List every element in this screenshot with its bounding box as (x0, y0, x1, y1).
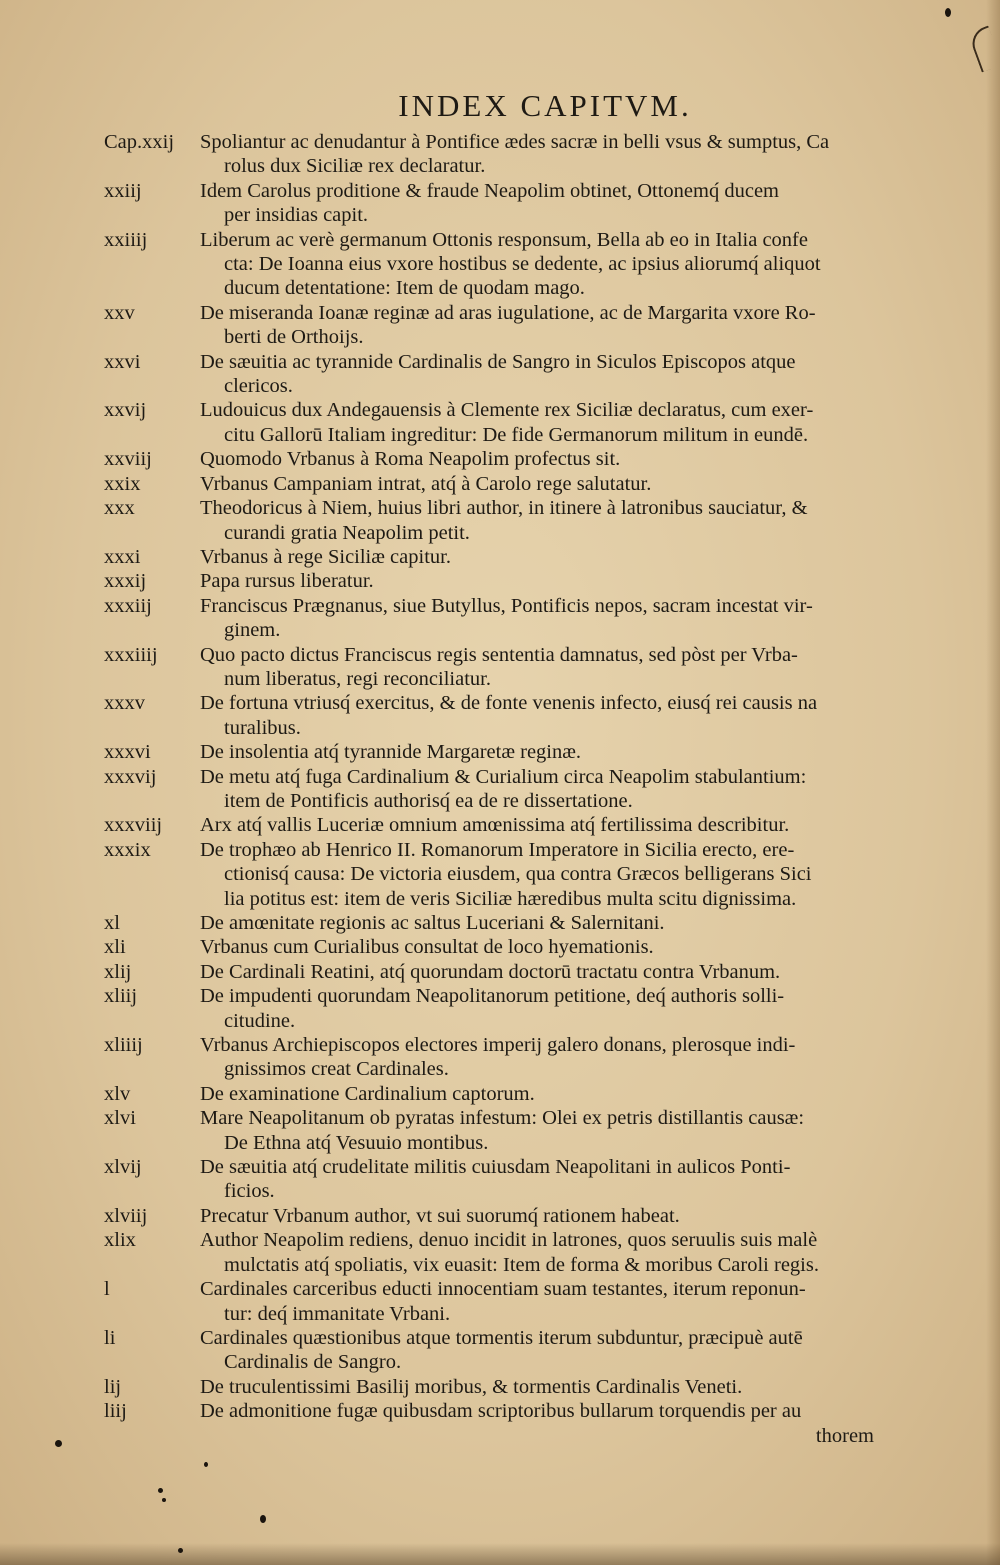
ink-speck (260, 1515, 266, 1523)
description-line: Quo pacto dictus Franciscus regis sententia damnatus, sed pòst per Vrba- (200, 643, 798, 666)
index-entry (104, 447, 884, 471)
description-line: curandi gratia Neapolim petit. (224, 521, 470, 544)
index-entry (104, 740, 884, 764)
chapter-number: xli (104, 936, 126, 959)
chapter-number: xxvij (104, 399, 147, 422)
description-line: De Cardinali Reatini, atq́ quorundam doctorū tractatu contra Vrbanum. (200, 960, 781, 983)
chapter-description (200, 643, 884, 692)
description-line: Author Neapolim rediens, denuo incidit in latrones, quos seruulis suis malè (200, 1229, 818, 1252)
description-line: ficios. (224, 1180, 275, 1203)
description-line: citu Gallorū Italiam ingreditur: De fide Germanorum militum in eundē. (224, 423, 809, 446)
chapter-number: xxxi (104, 545, 141, 568)
chapter-number: xxxvij (104, 765, 157, 788)
description-line: De metu atq́ fuga Cardinalium & Curialium circa Neapolim stabulantium: (200, 765, 807, 788)
chapter-number: liij (104, 1400, 127, 1423)
chapter-description (200, 350, 884, 399)
chapter-number: xxx (104, 497, 135, 520)
index-entry (104, 911, 884, 935)
description-line: Vrbanus à rege Siciliæ capitur. (200, 545, 451, 568)
description-line: Franciscus Prægnanus, siue Butyllus, Pontificis nepos, sacram incestat vir- (200, 594, 813, 617)
description-line: rolus dux Siciliæ rex declaratur. (224, 155, 486, 178)
page-edge-shadow (986, 0, 1000, 1565)
description-line: Quomodo Vrbanus à Roma Neapolim profectus sit. (200, 448, 621, 471)
index-entry (104, 301, 884, 350)
chapter-number: xxiij (104, 179, 142, 202)
chapter-description (200, 228, 884, 301)
index-entry (104, 1277, 884, 1326)
index-entry (104, 960, 884, 984)
description-line: De admonitione fugæ quibusdam scriptoribus bullarum torquendis per au (200, 1400, 802, 1423)
chapter-number: Cap.xxij (104, 131, 175, 153)
chapter-description (200, 838, 884, 911)
description-line: tur: deq́ immanitate Vrbani. (224, 1302, 451, 1325)
chapter-description (200, 594, 884, 643)
index-entry (104, 350, 884, 399)
index-entry (104, 398, 884, 447)
description-line: Vrbanus Archiepiscopos electores imperij galero donans, plerosque indi- (200, 1034, 796, 1057)
description-line: Papa rursus liberatur. (200, 570, 374, 593)
description-line: Theodoricus à Niem, huius libri author, in itinere à latronibus sauciatur, & (200, 497, 808, 520)
chapter-number: xlij (104, 960, 132, 983)
description-line: turalibus. (224, 716, 301, 739)
description-line: item de Pontificis authorisq́ ea de re dissertatione. (224, 789, 633, 812)
ink-speck (178, 1548, 183, 1553)
chapter-index-list (104, 130, 884, 1448)
chapter-description (200, 398, 884, 447)
chapter-description (200, 1375, 884, 1399)
chapter-description (200, 301, 884, 350)
index-entry (104, 838, 884, 911)
description-line: Vrbanus cum Curialibus consultat de loco hyemationis. (200, 936, 654, 959)
description-line: Arx atq́ vallis Luceriæ omnium amœnissima atq́ fertilissima describitur. (200, 814, 790, 837)
description-line: Precatur Vrbanum author, vt sui suorumq́ rationem habeat. (200, 1204, 680, 1227)
description-line: ducum detentatione: Item de quodam mago. (224, 277, 585, 300)
chapter-number: lij (104, 1375, 122, 1398)
description-line: num liberatus, regi reconciliatur. (224, 667, 491, 690)
index-entry (104, 984, 884, 1033)
chapter-description (200, 1082, 884, 1106)
chapter-description (200, 960, 884, 984)
chapter-number: xliij (104, 985, 138, 1008)
chapter-number: xxxix (104, 838, 151, 861)
chapter-number: li (104, 1326, 116, 1349)
ink-speck (945, 8, 951, 17)
description-line: lia potitus est: item de veris Siciliæ hæredibus multa scitu dignissima. (224, 887, 797, 910)
description-line: De miseranda Ioanæ reginæ ad aras iugulatione, ac de Margarita vxore Ro- (200, 301, 816, 324)
chapter-description (200, 1326, 884, 1375)
index-entry (104, 594, 884, 643)
chapter-description (200, 1204, 884, 1228)
index-entry (104, 228, 884, 301)
description-line: Liberum ac verè germanum Ottonis responsum, Bella ab eo in Italia confe (200, 228, 808, 251)
description-line: cta: De Ioanna eius vxore hostibus se dedente, ac ipsius aliorumq́ aliquot (224, 253, 821, 276)
description-line: ginem. (224, 619, 281, 642)
index-entry (104, 1155, 884, 1204)
description-line: De examinatione Cardinalium captorum. (200, 1082, 535, 1105)
index-entry (104, 1375, 884, 1399)
description-line: De trophæo ab Henrico II. Romanorum Imperatore in Sicilia erecto, ere- (200, 838, 795, 861)
index-entry (104, 1082, 884, 1106)
description-line: mulctatis atq́ spoliatis, vix euasit: Item de forma & moribus Caroli regis. (224, 1253, 819, 1276)
chapter-number: xxxvi (104, 741, 151, 764)
chapter-number: xl (104, 912, 120, 934)
page-title: INDEX CAPITVM. (398, 88, 692, 123)
description-line: De sæuitia atq́ crudelitate militis cuiusdam Neapolitani in aulicos Ponti- (200, 1156, 791, 1179)
description-line: Ludouicus dux Andegauensis à Clemente rex Siciliæ declaratus, cum exer- (200, 399, 814, 422)
chapter-number: xlviij (104, 1204, 148, 1227)
chapter-description (200, 496, 884, 545)
chapter-description (200, 569, 884, 593)
chapter-description (200, 1033, 884, 1082)
description-line: Vrbanus Campaniam intrat, atq́ à Carolo rege salutatur. (200, 472, 652, 495)
description-line: thorem (815, 1424, 874, 1447)
chapter-description (200, 472, 884, 496)
index-entry (104, 813, 884, 837)
chapter-description (200, 935, 884, 959)
chapter-number: xxv (104, 301, 135, 324)
description-line: De Ethna atq́ Vesuuio montibus. (224, 1131, 489, 1154)
chapter-description (200, 813, 884, 837)
description-line: Idem Carolus proditione & fraude Neapolim obtinet, Ottonemq́ ducem (200, 179, 779, 202)
index-entry (104, 1326, 884, 1375)
description-line: De amœnitate regionis ac saltus Luceriani & Salernitani. (200, 912, 665, 934)
index-entry (104, 1106, 884, 1155)
chapter-description (200, 691, 884, 740)
chapter-description (200, 1228, 884, 1277)
index-entry (104, 765, 884, 814)
chapter-number: xliiij (104, 1034, 143, 1057)
chapter-number: xlvij (104, 1156, 142, 1179)
chapter-description (200, 984, 884, 1033)
ink-speck (204, 1462, 208, 1467)
description-line: gnissimos creat Cardinales. (224, 1058, 449, 1081)
chapter-number: xxxiiij (104, 643, 158, 666)
description-line: clericos. (224, 375, 293, 398)
ink-speck (55, 1440, 62, 1447)
chapter-description (200, 447, 884, 471)
chapter-number: xxxiij (104, 594, 152, 617)
chapter-description (200, 1106, 884, 1155)
description-line: Spoliantur ac denudantur à Pontifice ædes sacræ in belli vsus & sumptus, Ca (200, 131, 830, 153)
description-line: De impudenti quorundam Neapolitanorum petitione, deq́ authoris solli- (200, 985, 785, 1008)
description-line: Cardinalis de Sangro. (224, 1351, 402, 1374)
chapter-number: l (104, 1278, 110, 1301)
chapter-number: xxvi (104, 350, 141, 373)
index-entry (104, 130, 884, 179)
chapter-description (200, 179, 884, 228)
index-entry (104, 545, 884, 569)
index-entry (104, 1399, 884, 1448)
description-line: per insidias capit. (224, 204, 369, 227)
chapter-number: xlix (104, 1229, 136, 1252)
description-line: citudine. (224, 1009, 296, 1032)
chapter-description (200, 1277, 884, 1326)
chapter-description (200, 765, 884, 814)
chapter-description (200, 1155, 884, 1204)
chapter-number: xxviij (104, 448, 152, 471)
index-entry (104, 1033, 884, 1082)
description-line: De truculentissimi Basilij moribus, & tormentis Cardinalis Veneti. (200, 1375, 743, 1398)
description-line: De fortuna vtriusq́ exercitus, & de fonte venenis infecto, eiusq́ rei causis na (200, 692, 818, 715)
index-entry (104, 472, 884, 496)
description-line: berti de Orthoijs. (224, 326, 364, 349)
chapter-description (200, 1399, 884, 1448)
ink-speck (158, 1488, 163, 1493)
description-line: De insolentia atq́ tyrannide Margaretæ reginæ. (200, 741, 582, 764)
index-entry (104, 1228, 884, 1277)
description-line: Cardinales carceribus educti innocentiam suam testantes, iterum reponun- (200, 1278, 806, 1301)
chapter-number: xxiiij (104, 228, 148, 251)
chapter-number: xxix (104, 472, 141, 495)
description-line: De sæuitia ac tyrannide Cardinalis de Sangro in Siculos Episcopos atque (200, 350, 796, 373)
chapter-number: xxxij (104, 570, 147, 593)
index-entry (104, 691, 884, 740)
index-entry (104, 496, 884, 545)
index-entry (104, 1204, 884, 1228)
index-entry (104, 935, 884, 959)
chapter-description (200, 740, 884, 764)
chapter-number: xxxviij (104, 814, 163, 837)
index-entry (104, 179, 884, 228)
index-entry (104, 569, 884, 593)
index-entry (104, 643, 884, 692)
chapter-description (200, 545, 884, 569)
chapter-description (200, 911, 884, 935)
description-line: Cardinales quæstionibus atque tormentis iterum subduntur, præcipuè autē (200, 1326, 803, 1349)
chapter-number: xlvi (104, 1107, 136, 1130)
description-line: Mare Neapolitanum ob pyratas infestum: Olei ex petris distillantis causæ: (200, 1107, 805, 1130)
description-line: ctionisq́ causa: De victoria eiusdem, qua contra Græcos belligerans Sici (224, 863, 812, 886)
chapter-number: xxxv (104, 692, 145, 715)
page-bottom-shadow (0, 1543, 1000, 1565)
chapter-description (200, 130, 884, 179)
chapter-number: xlv (104, 1082, 131, 1105)
ink-speck (162, 1498, 166, 1502)
